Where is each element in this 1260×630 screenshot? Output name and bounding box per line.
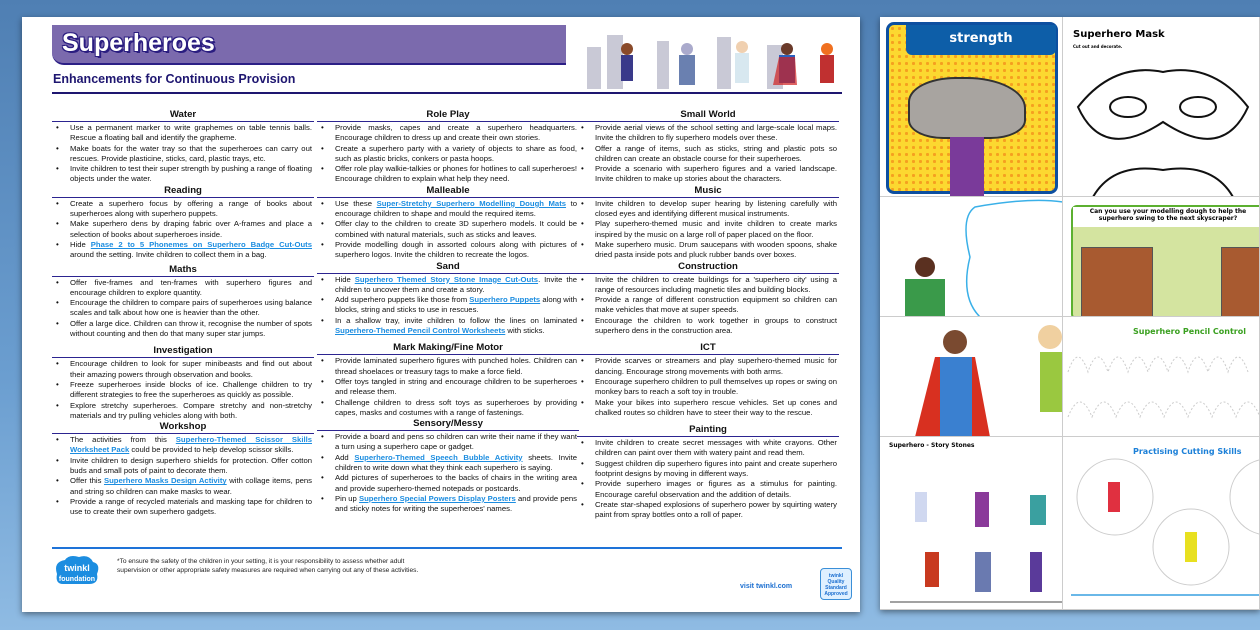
list-item xyxy=(317,398,579,419)
list-item xyxy=(52,435,314,456)
resource-link[interactable]: Superhero-Themed Scissor Skills Worksheet Pack xyxy=(70,435,312,455)
item-text: Make superhero music. Drum saucepans with wooden spoons, shake dried pasta inside pots and pluck rubber bands over boxes. xyxy=(595,239,837,260)
section-heading: Workshop xyxy=(52,421,314,434)
item-text: Make superhero dens by draping fabric over A-frames and place a selection of books about superheroes inside. xyxy=(70,219,312,239)
list-item xyxy=(577,377,839,398)
speech-bubble-icon xyxy=(880,197,1063,317)
item-text: Pin up xyxy=(335,493,359,503)
item-text: could be provided to help develop scissor skills. xyxy=(129,445,294,455)
resource-link[interactable]: Superhero Puppets xyxy=(469,295,541,305)
item-text: Invite the children to create buildings for a 'superhero city' using a range of resources including magnetic tiles and building blocks. xyxy=(595,274,837,294)
safety-disclaimer: *To ensure the safety of the children in your setting, it is your responsibility to assess whether adult supervision or other appropriate safety measures are required when carrying out any of these activities. xyxy=(117,558,419,574)
cutting-title: Practising Cutting Skills xyxy=(1133,447,1242,456)
section-investigation xyxy=(52,345,314,421)
column-1 xyxy=(52,109,314,518)
list-item xyxy=(577,219,839,240)
activity-list xyxy=(577,437,839,520)
list-item xyxy=(317,432,579,453)
section-heading: Maths xyxy=(52,264,314,277)
story-stone-figures-icon xyxy=(880,457,1063,607)
svg-text:foundation: foundation xyxy=(58,576,96,583)
activity-list xyxy=(577,198,839,261)
section-water xyxy=(52,109,314,185)
item-text: Add pictures of superheroes to the backs of chairs in the writing area and provide superhero-themed notepads or postcards. xyxy=(335,473,577,493)
section-role-play xyxy=(317,109,579,185)
list-item xyxy=(317,123,579,144)
activity-list xyxy=(577,122,839,185)
activity-list xyxy=(52,198,314,261)
item-text: Make your bikes into superhero rescue vehicles. Set up cones and chalked routes so children have to steer their way to the rescue. xyxy=(595,397,837,417)
list-item xyxy=(52,456,314,477)
item-text: Provide aerial views of the school setting and large-scale local maps. Invite the children to fly superhero models over these. xyxy=(595,123,837,143)
pencil-loops-icon xyxy=(1063,342,1260,432)
superhero-figures-icon xyxy=(880,317,1063,437)
section-heading: Reading xyxy=(52,185,314,198)
list-item xyxy=(577,275,839,296)
item-text: Use a permanent marker to write graphemes on table tennis balls. Rescue a floating ball and identify the grapheme. xyxy=(70,123,312,143)
list-item xyxy=(317,275,579,296)
column-3 xyxy=(577,109,839,521)
item-text: Encourage children to look for super minibeasts and find out about their amazing powers through observation and books. xyxy=(70,359,312,379)
list-item xyxy=(577,459,839,480)
item-text: Create star-shaped explosions of superhero power by squirting watery paint from spray bottles onto a roll of paper. xyxy=(595,499,837,520)
item-text: Suggest children dip superhero figures into paint and create superhero footprint designs by moving in different ways. xyxy=(595,458,837,479)
thumbnail-pencil-control[interactable] xyxy=(1063,317,1260,437)
twinkl-foundation-logo xyxy=(53,554,101,588)
item-text: . Invite the children to uncover them and create a story. xyxy=(335,274,577,294)
list-item xyxy=(317,316,579,337)
item-text: Hide xyxy=(335,274,355,284)
cutting-circles-icon xyxy=(1063,457,1260,607)
item-text: Invite children to design superhero shields for protection. Offer cotton buds and small pots of paint to decorate them. xyxy=(70,455,312,476)
list-item xyxy=(317,164,579,185)
list-item xyxy=(317,494,579,515)
mask-outline-icon xyxy=(1073,62,1253,197)
list-item xyxy=(52,401,314,422)
section-sand xyxy=(317,261,579,337)
item-text: Invite children to create secret messages with white crayons. Other children can paint over them with watery paint and read them. xyxy=(595,438,837,458)
list-item xyxy=(52,359,314,380)
resource-link[interactable]: Super-Stretchy Superhero Modelling Dough Mats xyxy=(376,198,567,208)
activity-list xyxy=(52,122,314,185)
list-item xyxy=(52,497,314,518)
item-text: Provide masks, capes and create a superhero headquarters. Encourage children to dress up and create their own stories. xyxy=(335,123,577,143)
section-malleable xyxy=(317,185,579,261)
list-item xyxy=(317,219,579,240)
list-item xyxy=(577,295,839,316)
section-reading xyxy=(52,185,314,261)
list-item xyxy=(577,438,839,459)
list-item xyxy=(317,473,579,494)
item-text: Offer role play walkie-talkies or phones for hotlines to call superheroes! Encourage children to explain what help they need. xyxy=(335,164,577,184)
mask-subtitle: Cut out and decorate. xyxy=(1073,44,1123,49)
item-text: Offer five-frames and ten-frames with superhero figures and encourage children to explore quantity. xyxy=(70,277,312,297)
activity-list xyxy=(52,358,314,421)
item-text: Encourage the children to work together in groups to construct superhero dens in the construction area. xyxy=(595,315,837,336)
item-text: Create a superhero party with a variety of objects to share as food, such as plastic bricks, conkers or pasta hoops. xyxy=(335,143,577,163)
list-item xyxy=(52,144,314,165)
resource-link[interactable]: Superhero Special Powers Display Posters xyxy=(358,493,516,503)
list-item xyxy=(52,219,314,240)
mask-title: Superhero Mask xyxy=(1073,29,1165,40)
list-item xyxy=(577,398,839,419)
item-text: Encourage superhero children to pull themselves up ropes or swing on monkey bars to reach a soft toy in trouble. xyxy=(595,376,837,397)
list-item xyxy=(52,240,314,261)
section-heading: Sensory/Messy xyxy=(317,418,579,431)
item-text: Explore stretchy superheroes. Compare stretchy and non-stretchy materials and try pulling vehicles along with both. xyxy=(70,400,312,420)
item-text: The activities from this xyxy=(70,435,176,445)
resource-link[interactable]: Superhero Themed Story Stone Image Cut-Outs xyxy=(354,274,539,284)
pencil-title: Superhero Pencil Control xyxy=(1133,327,1246,336)
item-text: Make boats for the water tray so that the superheroes can carry out rescues. Provide plasticine, sticks, card, plastic trays, etc. xyxy=(70,143,312,163)
thumbnail-superhero-posters[interactable] xyxy=(880,317,1063,437)
section-heading: Malleable xyxy=(317,185,579,198)
resource-link[interactable]: Phase 2 to 5 Phonemes on Superhero Badge Cut-Outs xyxy=(90,239,312,249)
activity-list xyxy=(577,355,839,418)
item-text: along with blocks, string and sticks to use in rescues. xyxy=(335,295,577,315)
list-item xyxy=(317,295,579,316)
item-text: Provide superhero images or figures as a stimulus for painting. Encourage careful observation and the addition of details. xyxy=(595,479,837,499)
list-item xyxy=(577,316,839,337)
thumbnail-dough-mat[interactable] xyxy=(1063,197,1260,317)
list-item xyxy=(317,356,579,377)
section-construction xyxy=(577,261,839,337)
item-text: Provide a scenario with superhero figures and a varied landscape. Invite children to make up stories about the characters. xyxy=(595,164,837,184)
item-text: to encourage children to shape and mould the required items. xyxy=(335,198,577,219)
list-item xyxy=(52,319,314,340)
list-item xyxy=(52,123,314,144)
list-item xyxy=(317,199,579,220)
list-item xyxy=(52,278,314,299)
section-mark-making-fine-motor xyxy=(317,342,579,418)
svg-text:twinkl: twinkl xyxy=(64,563,90,573)
section-workshop xyxy=(52,421,314,517)
thumbnail-story-stones[interactable] xyxy=(880,437,1063,610)
column-2 xyxy=(317,109,579,515)
title-banner xyxy=(52,25,566,65)
section-music xyxy=(577,185,839,261)
section-sensory-messy xyxy=(317,418,579,514)
strength-label: strength xyxy=(949,31,1013,46)
visit-twinkl-link[interactable]: visit twinkl.com xyxy=(740,583,793,590)
activity-list xyxy=(317,431,579,514)
preview-thumbnails xyxy=(880,17,1260,610)
item-text: In a shallow tray, invite children to follow the lines on laminated xyxy=(335,315,577,325)
activity-list xyxy=(52,434,314,517)
header-divider xyxy=(52,92,842,94)
list-item xyxy=(52,476,314,497)
footer-divider xyxy=(52,547,842,549)
item-text: Provide modelling dough in assorted colours along with pictures of superhero logos. Invite the children to recreate the logos. xyxy=(335,239,577,260)
section-small-world xyxy=(577,109,839,185)
item-text: Freeze superheroes inside blocks of ice. Challenge children to try different strategies to free the superheroes as quickly as possible. xyxy=(70,379,312,400)
item-text: Offer a large dice. Children can throw it, recognise the number of spots without counting and then do that many super star jumps. xyxy=(70,318,312,339)
resource-link[interactable]: Superhero Masks Design Activity xyxy=(103,476,227,486)
item-text: with sticks. xyxy=(505,326,545,336)
section-heading: Construction xyxy=(577,261,839,274)
section-maths xyxy=(52,264,314,340)
item-text: Encourage the children to compare pairs of superheroes using balance scales and talk about how one is heavier than the other. xyxy=(70,298,312,318)
activity-list xyxy=(317,122,579,185)
item-text: sheets. Invite children to write down what they think each superhero is saying. xyxy=(335,452,577,473)
list-item xyxy=(577,500,839,521)
item-text: Use these xyxy=(335,198,377,208)
list-item xyxy=(52,380,314,401)
item-text: Add superhero puppets like those from xyxy=(335,295,470,305)
item-text: with collage items, pens and string so children can make masks to wear. xyxy=(70,476,312,496)
item-text: Create a superhero focus by offering a range of books about superheroes along with superhero puppets. xyxy=(70,198,312,219)
section-heading: Painting xyxy=(577,424,839,437)
section-painting xyxy=(577,424,839,520)
item-text: Hide xyxy=(70,239,91,249)
section-heading: Small World xyxy=(577,109,839,122)
item-text: Offer this xyxy=(70,476,104,486)
activity-list xyxy=(317,355,579,418)
item-text: Offer clay to the children to create 3D superhero models. It could be combined with natural materials, such as sticks and leaves. xyxy=(335,219,577,239)
list-item xyxy=(577,240,839,261)
section-heading: Water xyxy=(52,109,314,122)
section-heading: Investigation xyxy=(52,345,314,358)
item-text: Provide a board and pens so children can write their name if they want a turn using a superhero cape or gadget. xyxy=(335,432,577,452)
list-item xyxy=(317,144,579,165)
list-item xyxy=(577,164,839,185)
list-item xyxy=(577,199,839,220)
item-text: Invite children to test their super strength by pushing a range of floating objects under the water. xyxy=(70,164,312,184)
list-item xyxy=(52,298,314,319)
page-title: Superheroes xyxy=(62,29,215,57)
list-item xyxy=(577,123,839,144)
activity-list xyxy=(577,274,839,337)
item-text: Provide a range of recycled materials and masking tape for children to use to create their own superhero gadgets. xyxy=(70,496,312,517)
list-item xyxy=(317,240,579,261)
quality-badge: twinkl Quality Standard Approved xyxy=(820,568,852,600)
section-heading: Role Play xyxy=(317,109,579,122)
list-item xyxy=(577,356,839,377)
section-heading: Music xyxy=(577,185,839,198)
item-text: and provide pens and sticky notes for writing the superheroes' names. xyxy=(335,493,577,514)
superhero-illustration xyxy=(567,27,847,89)
section-heading: Sand xyxy=(317,261,579,274)
thumbnail-cutting-skills[interactable] xyxy=(1063,437,1260,610)
resource-link[interactable]: Superhero-Themed Pencil Control Worksheets xyxy=(335,326,506,336)
dough-question: Can you use your modelling dough to help the superhero swing to the next skyscraper? xyxy=(1089,208,1247,222)
item-text: Provide a range of different construction equipment so children can make vehicles that move at super speeds. xyxy=(595,295,837,315)
item-text: Provide scarves or streamers and play superhero-themed music for dancing. Encourage strong movements with both arms. xyxy=(595,356,837,376)
item-text: Add xyxy=(335,452,355,462)
story-title: Superhero - Story Stones xyxy=(889,442,975,449)
item-text: around the setting. Invite children to collect them in a bag. xyxy=(70,250,267,260)
section-heading: Mark Making/Fine Motor xyxy=(317,342,579,355)
list-item xyxy=(577,144,839,165)
item-text: Play superhero-themed music and invite children to create marks inspired by the music on a large roll of paper placed on the floor. xyxy=(595,219,837,239)
thumbnail-superhero-mask[interactable] xyxy=(1063,17,1260,197)
list-item xyxy=(317,453,579,474)
activity-list xyxy=(52,277,314,340)
item-text: Offer a range of items, such as sticks, string and plastic pots so children can create an obstacle course for their superheroes. xyxy=(595,143,837,163)
item-text: Provide laminated superhero figures with punched holes. Children can thread shoelaces or treasury tags to make a force field. xyxy=(335,356,577,376)
item-text: Invite children to develop super hearing by listening carefully with closed eyes and identifying different musical instruments. xyxy=(595,198,837,219)
section-ict xyxy=(577,342,839,418)
page-subtitle: Enhancements for Continuous Provision xyxy=(53,72,296,86)
document-page xyxy=(22,17,860,612)
activity-list xyxy=(317,198,579,261)
item-text: Challenge children to dress soft toys as superheroes by providing capes, masks and costumes with a range of fastenings. xyxy=(335,397,577,417)
activity-list xyxy=(317,274,579,337)
list-item xyxy=(52,164,314,185)
list-item xyxy=(317,377,579,398)
section-heading: ICT xyxy=(577,342,839,355)
list-item xyxy=(577,479,839,500)
item-text: Offer toys tangled in string and encourage children to be superheroes and release them. xyxy=(335,376,577,397)
thumbnail-strength-card[interactable] xyxy=(880,17,1063,197)
thumbnail-speech-bubble[interactable] xyxy=(880,197,1063,317)
resource-link[interactable]: Superhero-Themed Speech Bubble Activity xyxy=(354,452,523,462)
list-item xyxy=(52,199,314,220)
